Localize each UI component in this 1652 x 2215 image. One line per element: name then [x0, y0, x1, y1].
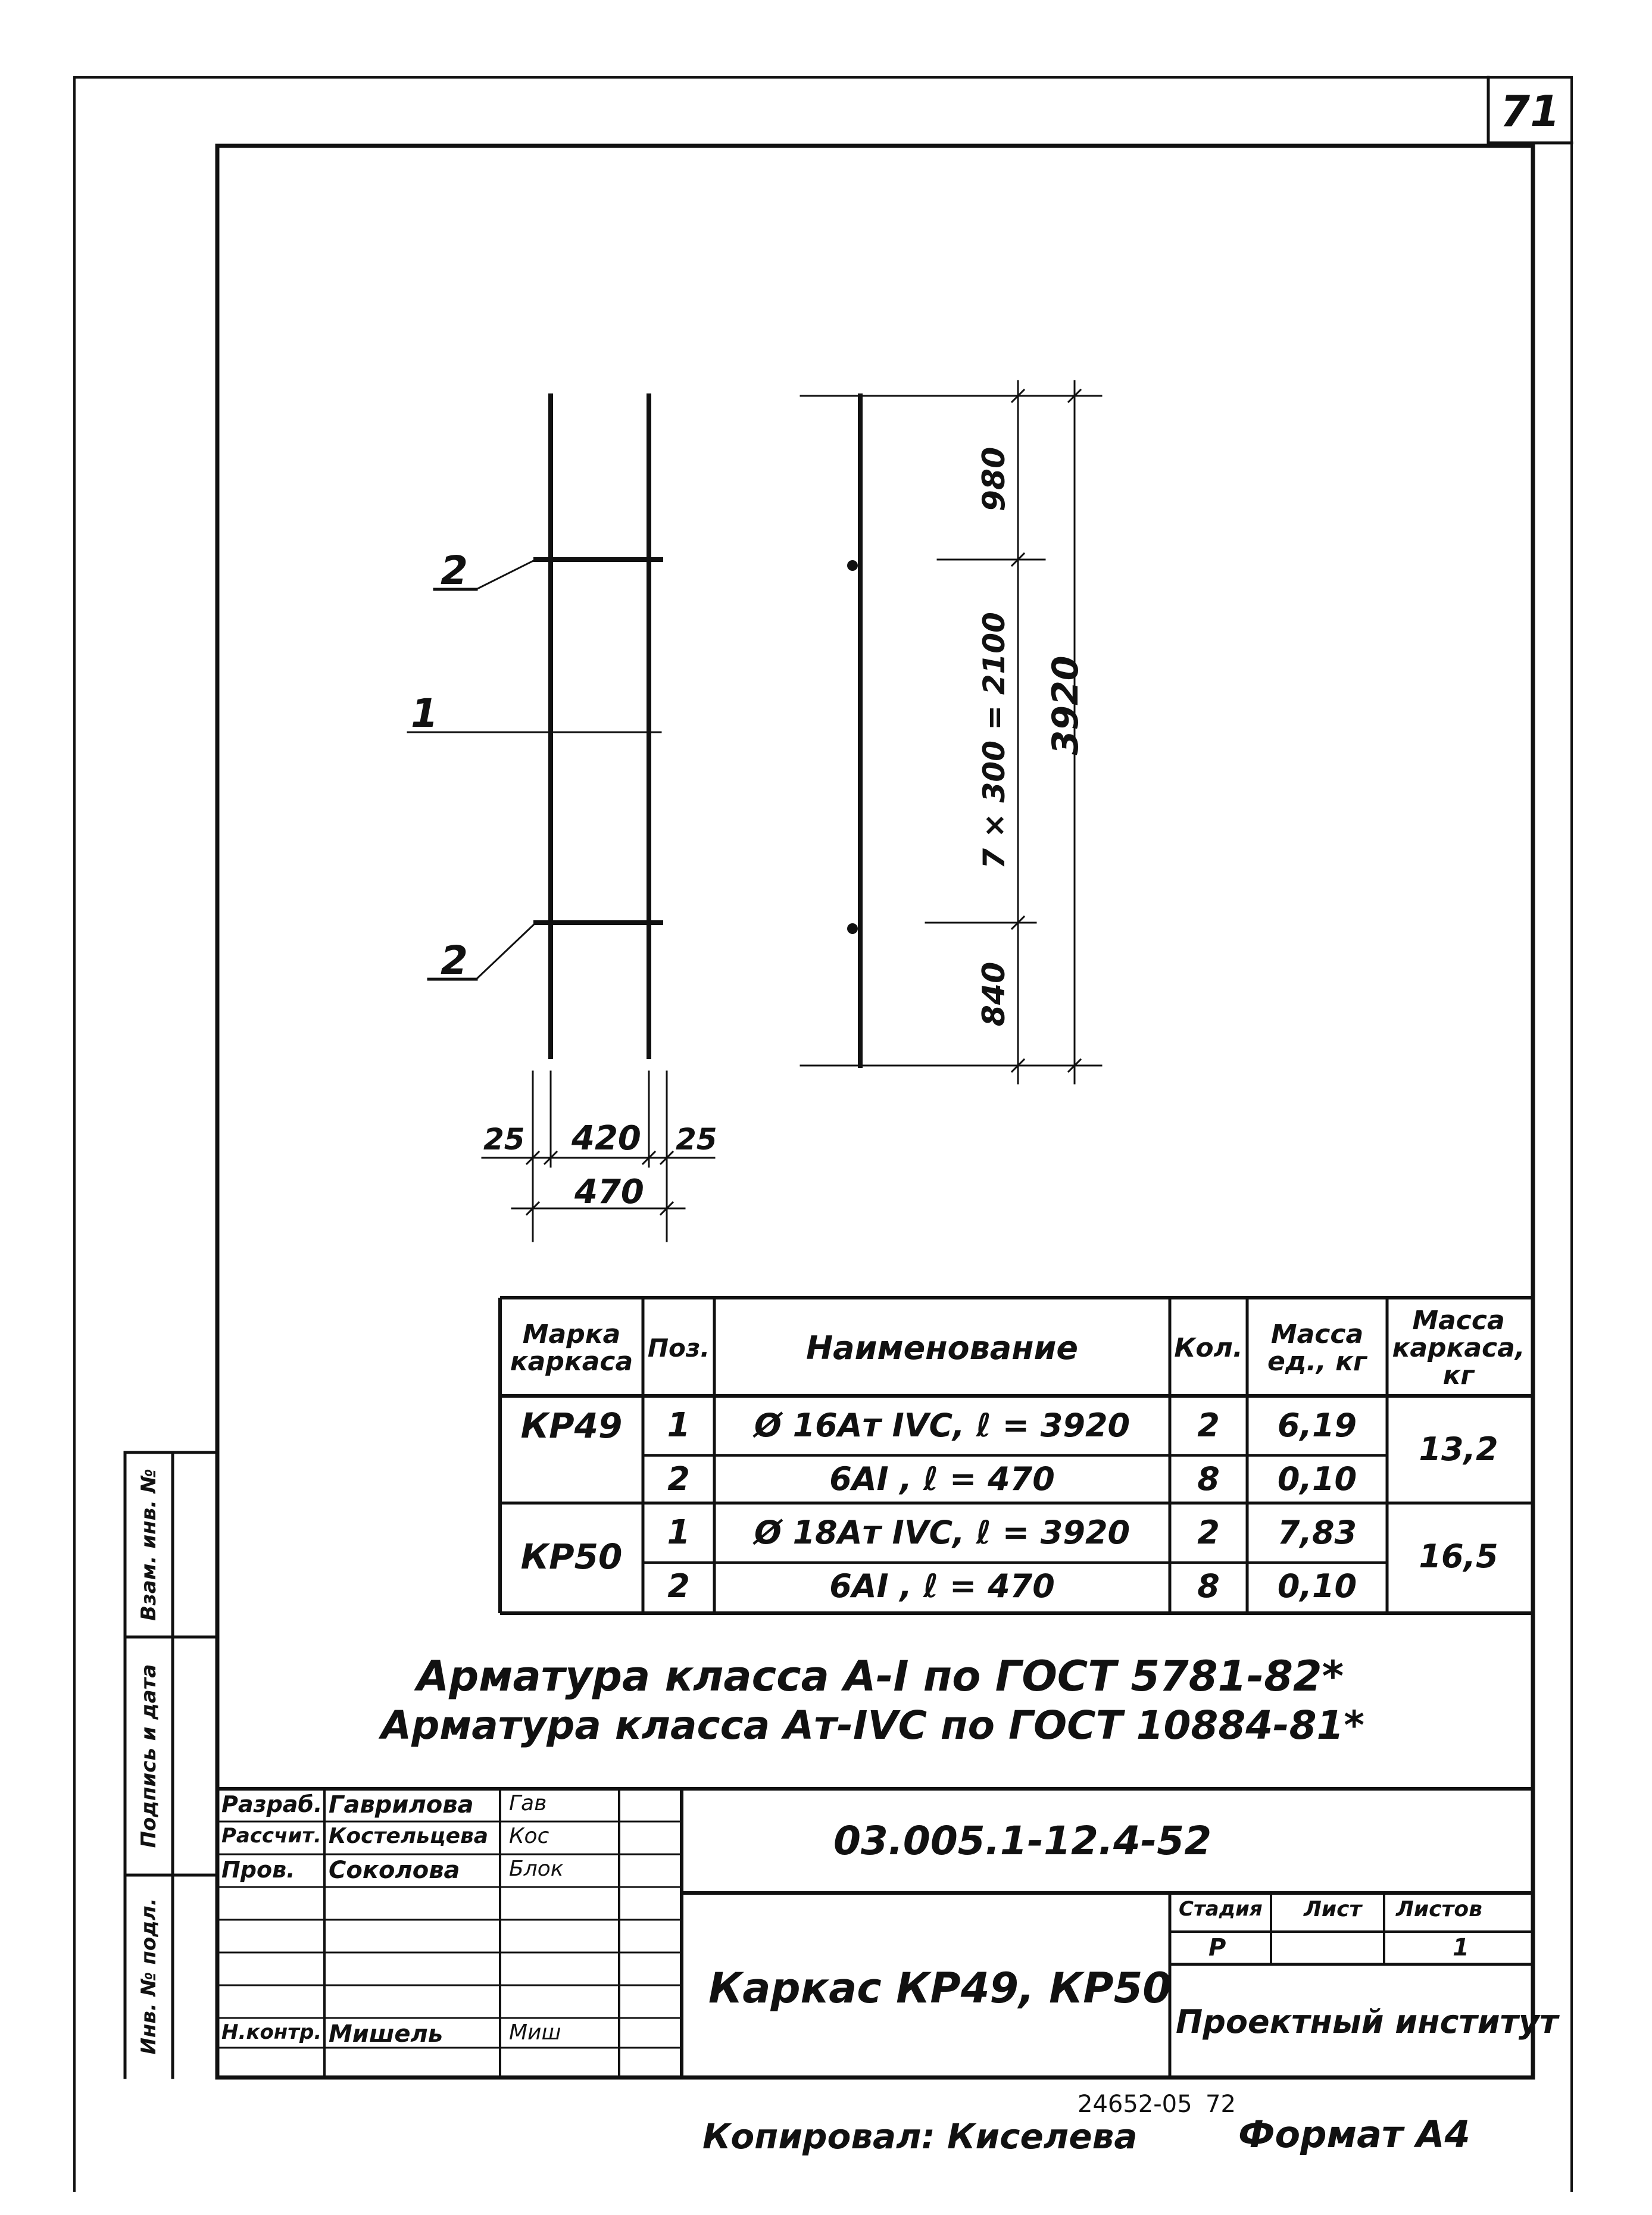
signature: Миш	[509, 2020, 561, 2045]
table-cell-unit-mass: 0,10	[1277, 1460, 1357, 1498]
sheet-label: Лист	[1304, 1897, 1362, 1922]
archive-number-suffix: 72	[1206, 2091, 1236, 2118]
table-cell-qty: 2	[1197, 1406, 1220, 1444]
dimension-label: 25	[676, 1122, 717, 1157]
table-cell-unit-mass: 7,83	[1277, 1513, 1357, 1551]
table-cell-name: Ø 16Ат IVC, ℓ = 3920	[754, 1406, 1131, 1444]
note-line: Арматура класса А-I по ГОСТ 5781-82*	[417, 1652, 1344, 1701]
person-name: Мишель	[329, 2020, 444, 2048]
specification-table	[500, 1298, 1530, 1613]
header-name: Наименование	[805, 1329, 1079, 1367]
sheets-value: 1	[1453, 1934, 1469, 1961]
table-cell-name: Ø 18Ат IVC, ℓ = 3920	[754, 1513, 1131, 1551]
table-cell-name: 6АI , ℓ = 470	[829, 1460, 1055, 1498]
organization: Проектный институт	[1176, 2003, 1559, 2041]
table-row-mark: КР49	[520, 1405, 623, 1446]
table-row-mark: КР50	[520, 1536, 623, 1577]
dimension-label: 7 × 300 = 2100	[977, 612, 1011, 869]
person-name: Соколова	[329, 1857, 460, 1884]
sheets-label: Листов	[1396, 1897, 1482, 1922]
document-code: 03.005.1-12.4-52	[833, 1818, 1212, 1864]
position-label: 1	[411, 691, 438, 736]
dimension-label: 3920	[1045, 655, 1086, 755]
table-cell-qty: 8	[1197, 1460, 1220, 1498]
table-cell-pos: 2	[667, 1567, 690, 1605]
table-cell-name: 6АI , ℓ = 470	[829, 1567, 1055, 1605]
drawing-title: Каркас КР49, КР50	[708, 1964, 1172, 2013]
dimension-label: 980	[976, 446, 1012, 512]
person-name: Костельцева	[329, 1824, 489, 1848]
dimension-label: 25	[483, 1122, 525, 1157]
position-label: 2	[441, 938, 468, 983]
format-label: Формат А4	[1238, 2113, 1470, 2156]
table-cell-pos: 1	[667, 1513, 691, 1552]
table-cell-qty: 2	[1197, 1513, 1220, 1551]
page-number: 71	[1500, 86, 1560, 136]
header-unit-mass: Масса ед., кг	[1267, 1319, 1367, 1377]
header-frame-mass: Масса каркаса, кг	[1392, 1305, 1525, 1391]
dimension-label: 420	[572, 1119, 641, 1158]
table-cell-pos: 1	[667, 1405, 691, 1445]
role-label: Разраб.	[221, 1791, 323, 1817]
role-label: Н.контр.	[221, 2020, 322, 2044]
side-stamp-inv-podl: Инв. № подл.	[137, 1898, 161, 2055]
stage-value: Р	[1208, 1934, 1226, 1961]
position-label: 2	[441, 548, 468, 593]
stage-label: Стадия	[1179, 1897, 1263, 1921]
signature: Гав	[509, 1791, 547, 1816]
header-pos: Поз.	[647, 1333, 710, 1363]
person-name: Гаврилова	[329, 1791, 474, 1819]
role-label: Пров.	[221, 1857, 295, 1883]
table-cell-frame-mass: 13,2	[1419, 1430, 1498, 1468]
signature: Блок	[509, 1857, 564, 1881]
header-qty: Кол.	[1174, 1332, 1243, 1363]
role-label: Рассчит.	[221, 1824, 321, 1848]
table-cell-unit-mass: 6,19	[1277, 1406, 1357, 1444]
side-stamp-vzam-inv: Взам. инв. №	[137, 1469, 161, 1621]
side-stamp-podpis-data: Подпись и дата	[137, 1664, 161, 1848]
copied-by: Копировал: Киселева	[702, 2116, 1138, 2157]
archive-number: 24652-05	[1078, 2091, 1192, 2118]
signature: Кос	[509, 1824, 549, 1848]
dimension-label: 470	[574, 1173, 644, 1211]
table-cell-frame-mass: 16,5	[1419, 1537, 1498, 1575]
table-cell-pos: 2	[667, 1460, 690, 1498]
header-mark: Марка каркаса	[510, 1319, 633, 1377]
dimension-label: 840	[976, 961, 1012, 1027]
note-line: Арматура класса Ат-IVC по ГОСТ 10884-81*	[381, 1702, 1364, 1748]
table-cell-qty: 8	[1197, 1567, 1220, 1605]
table-cell-unit-mass: 0,10	[1277, 1567, 1357, 1605]
